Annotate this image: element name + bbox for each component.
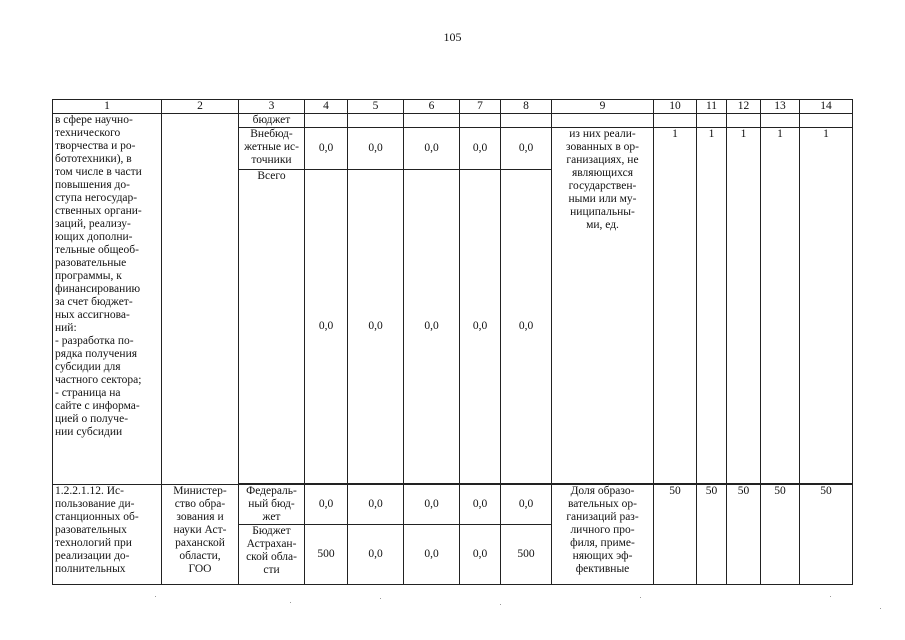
table-row: [53, 114, 853, 128]
source-cell: Всего: [239, 170, 305, 484]
source-cell: бюджет: [239, 114, 305, 128]
value-cell: 500: [305, 525, 348, 585]
scan-noise: [0, 594, 905, 614]
header-cell: 3: [239, 100, 305, 114]
value-cell: 0,0: [348, 525, 404, 585]
indicator-cell: из них реали- зованных в ор- ганизациях, не являющихся государствен- ными или му- ниципальны- ми, ед.: [552, 128, 654, 484]
target-cell: 50: [697, 485, 727, 585]
value-cell: 0,0: [501, 170, 552, 484]
value-cell: 0,0: [404, 128, 460, 170]
page-number: 105: [443, 30, 462, 44]
target-cell: 50: [800, 485, 853, 585]
value-cell: 500: [501, 525, 552, 585]
value-cell: 0,0: [460, 485, 501, 525]
value-cell: 0,0: [460, 128, 501, 170]
header-cell: 9: [552, 100, 654, 114]
source-cell: Внебюд- жетные ис- точники: [239, 128, 305, 170]
measure-description: 1.2.2.1.12. Ис- пользование ди- станционных об- разовательных технологий при реализации до- полнительных: [55, 485, 139, 575]
target-cell: 1: [654, 128, 697, 484]
header-cell: 11: [697, 100, 727, 114]
value-cell: 0,0: [348, 170, 404, 484]
value-cell: 0,0: [348, 485, 404, 525]
header-cell: 5: [348, 100, 404, 114]
value-cell: 0,0: [460, 525, 501, 585]
value-cell: 0,0: [501, 128, 552, 170]
header-cell: 13: [761, 100, 800, 114]
header-cell: 12: [727, 100, 761, 114]
target-cell: 1: [697, 128, 727, 484]
target-cell: 50: [761, 485, 800, 585]
header-cell: 10: [654, 100, 697, 114]
target-cell: 50: [727, 485, 761, 585]
measure-description: в сфере научно- технического творчества и ро- бототехники), в том числе в части повышения до- ступа негосудар- ственных органи- заций, реализу- ющих дополни- тельные общеоб- разовательные программы, к финансированию за счет бюджет- ных ассигнова- ний: - разработка по- рядка получения субсидии для частного сектора; - страница на сайте с информа- цией о получе- нии субсидии: [55, 114, 142, 438]
target-cell: 50: [654, 485, 697, 585]
value-cell: 0,0: [348, 128, 404, 170]
header-row: [53, 100, 853, 114]
target-cell: 1: [800, 128, 853, 484]
header-cell: 4: [305, 100, 348, 114]
value-cell: 0,0: [404, 170, 460, 484]
source-cell: Федераль- ный бюд- жет: [239, 485, 305, 525]
value-cell: 0,0: [460, 170, 501, 484]
header-cell: 14: [800, 100, 853, 114]
measure-description-cell: [53, 114, 162, 485]
measure-description-cell: [53, 485, 162, 585]
value-cell: 0,0: [501, 485, 552, 525]
source-cell: Бюджет Астрахан- ской обла- сти: [239, 525, 305, 585]
target-cell: 1: [761, 128, 800, 484]
value-cell: 0,0: [305, 485, 348, 525]
value-cell: 0,0: [404, 525, 460, 585]
value-cell: 0,0: [404, 485, 460, 525]
header-cell: 6: [404, 100, 460, 114]
value-cell: 0,0: [305, 128, 348, 170]
value-cell: 0,0: [305, 170, 348, 484]
executor-cell: Министер- ство обра- зования и науки Аст- раханской области, ГОО: [162, 485, 239, 585]
indicator-cell: Доля образо- вательных ор- ганизаций раз- личного про- филя, приме- няющих эф- фективные: [552, 485, 654, 585]
header-cell: 1: [53, 100, 162, 114]
executor-cell: [162, 114, 239, 485]
header-cell: 2: [162, 100, 239, 114]
target-cell: 1: [727, 128, 761, 484]
program-table: [52, 99, 853, 585]
header-cell: 8: [501, 100, 552, 114]
table-row: [53, 485, 853, 525]
header-cell: 7: [460, 100, 501, 114]
